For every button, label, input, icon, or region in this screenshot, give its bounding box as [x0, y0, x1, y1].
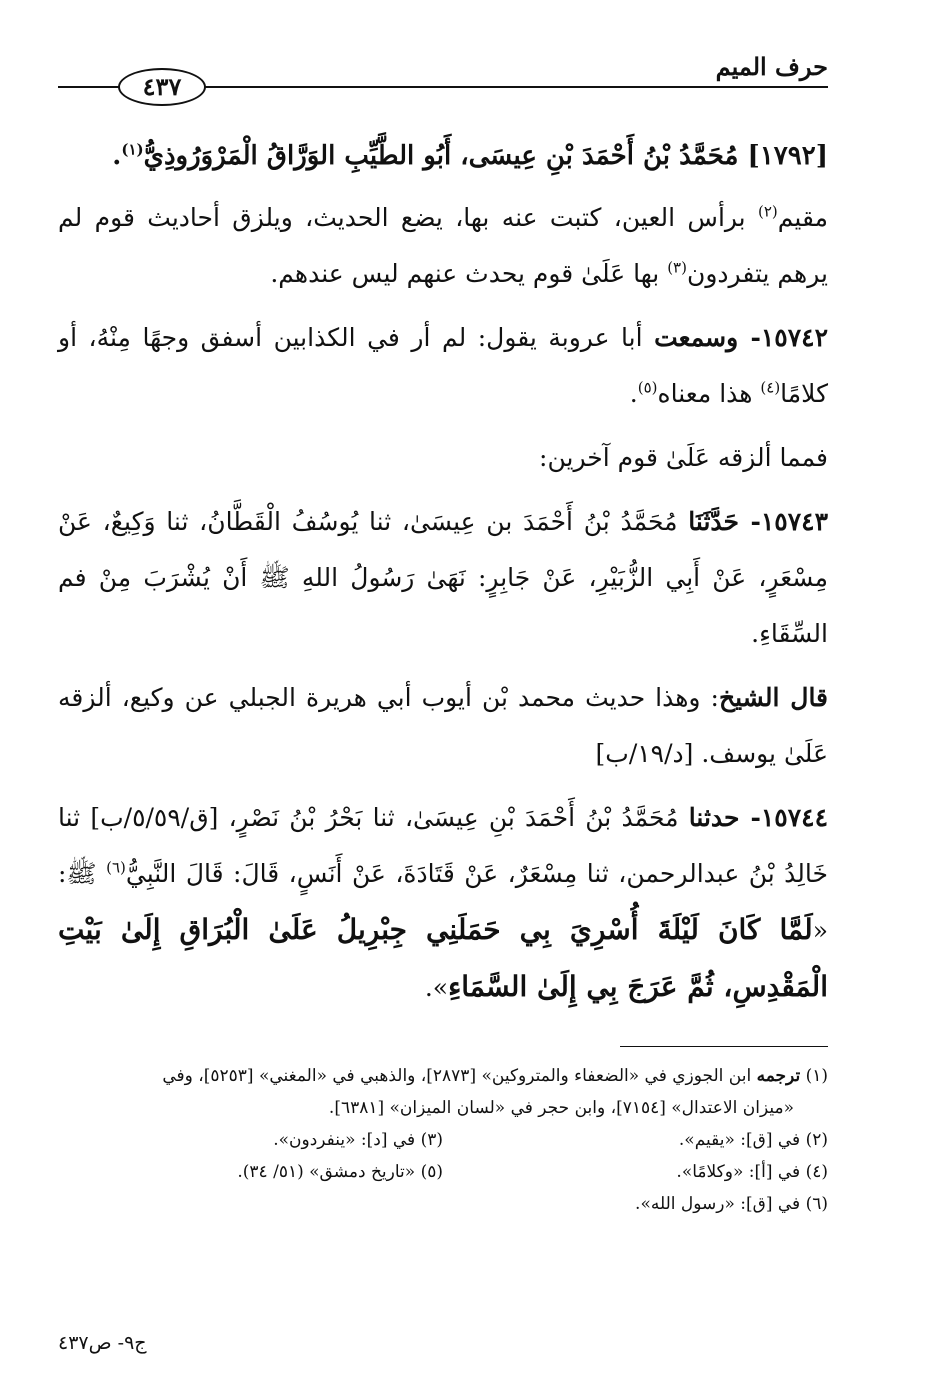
narration-number: ١٥٧٤٣-	[738, 507, 828, 536]
footnote-ref: (٣)	[667, 258, 687, 277]
text-run: بها عَلَىٰ قوم يحدث عنهم ليس عندهم.	[270, 259, 668, 288]
narration-lead: حدثنا	[688, 803, 740, 832]
page-number-badge: ٤٣٧	[118, 68, 206, 106]
footnote-text: «ميزان الاعتدال» [٧١٥٤]، وابن حجر في «لسان الميزان» [٦٣٨١].	[328, 1098, 794, 1118]
page-header	[58, 48, 828, 108]
main-text	[58, 128, 828, 1024]
footnote-ref: (١)	[121, 140, 144, 159]
narration-number: ١٥٧٤٢-	[738, 323, 828, 352]
footnote-4: (٤) في [أ]: «وكلامًا».	[676, 1162, 828, 1182]
chapter-title: حرف الميم	[715, 52, 828, 81]
sheikh-comment	[58, 670, 828, 782]
footnote-ref: (٥)	[637, 378, 658, 397]
entry-title-text: [١٧٩٢] مُحَمَّدُ بْنُ أَحْمَدَ بْنِ عِيسَى، أَبُو الطَّيِّبِ الوَرَّاقُ الْمَرْوَرُوذِيُّ	[143, 141, 828, 171]
narration-number: ١٥٧٤٤-	[739, 803, 828, 832]
footnote-ref: (٢)	[757, 202, 778, 221]
text-run: أبا عروبة يقول: لم أر في الكذابين أسفق وجهًا مِنْهُ، أو كلامًا	[58, 323, 828, 408]
footnote-1	[58, 1060, 828, 1092]
hadith-text: لَمَّا كَانَ لَيْلَةَ أُسْرِيَ بِي حَمَلَنِي جِبْرِيلُ عَلَىٰ الْبُرَاقِ إِلَىٰ بَيْتِ الْمَقْدِسِ، ثُمَّ عَرَجَ بِي إِلَىٰ السَّمَاءِ	[58, 913, 828, 1003]
footnote-5: (٥) «تاريخ دمشق» (٥١/ ٣٤).	[237, 1162, 443, 1182]
footnote-number: (١)	[800, 1066, 828, 1086]
text-run: ».	[424, 973, 449, 1002]
text-run: مقيم	[777, 203, 828, 232]
narration-15744	[58, 790, 828, 1016]
footnote-text: ابن الجوزي في «الضعفاء والمتروكين» [٢٨٧٣]، والذهبي في «المغني» [٥٢٥٣]، وفي	[162, 1066, 757, 1086]
text-run: : وهذا حديث محمد بْن أيوب أبي هريرة الجبلي عن وكيع، ألزقه عَلَىٰ يوسف. [د/١٩/ب]	[58, 683, 828, 768]
footnote-rule	[620, 1046, 828, 1047]
footnote-ref: (٦)	[106, 858, 126, 877]
narration-lead: وسمعت	[654, 323, 739, 352]
narration-lead: حَدَّثَنَا	[688, 507, 739, 536]
transition-line: فمما ألزقه عَلَىٰ قوم آخرين:	[539, 443, 828, 472]
footnote-lead: ترجمه	[756, 1066, 801, 1086]
footnote-row	[58, 1156, 828, 1188]
text-run: هذا معناه	[657, 379, 761, 408]
footnote-2: (٢) في [ق]: «يقيم».	[678, 1130, 828, 1150]
footnote-6: (٦) في [ق]: «رسول الله».	[635, 1194, 828, 1214]
narration-15742	[58, 310, 828, 422]
footnote-row	[58, 1188, 828, 1220]
biography-paragraph	[58, 190, 828, 302]
text-run: ﷺ: «	[58, 859, 828, 945]
footnote-1-continued	[58, 1092, 828, 1124]
text-run: مُحَمَّدُ بْنُ أَحْمَدَ بن عِيسَىٰ، ثنا يُوسُفُ الْقَطَّانُ، ثنا وَكِيعٌ، عَنْ مِسْعَرٍ، عَنْ أَبِي الزُّبَيْرِ، عَنْ جَابِرٍ: نَهَىٰ رَسُولُ اللهِ ﷺ أَنْ يُشْرَبَ مِنْ فم السِّقَاءِ.	[58, 507, 828, 648]
entry-title	[58, 128, 828, 184]
text-run: مُحَمَّدُ بْنُ أَحْمَدَ بْنِ عِيسَىٰ، ثنا بَحْرُ بْنُ نَصْرٍ، [ق/٥/٥٩/ب] ثنا خَالِدُ بْنُ عبدالرحمن، ثنا مِسْعَرٌ، عَنْ قَتَادَةَ، عَنْ أَنَسٍ، قَالَ: قَالَ النَّبِيُّ	[58, 803, 828, 888]
footnote-3: (٣) في [د]: «ينفردون».	[273, 1130, 443, 1150]
footnotes	[58, 1060, 828, 1220]
entry-title-end: .	[112, 141, 122, 171]
footnote-row	[58, 1124, 828, 1156]
page-footer: ج٩- ص٤٣٧	[58, 1332, 147, 1354]
text-run: .	[629, 379, 638, 408]
narration-15743	[58, 494, 828, 662]
footnote-ref: (٤)	[760, 378, 781, 397]
text-run: برأس العين، كتبت عنه بها، يضع الحديث، ويلزق أحاديث قوم لم يرهم يتفردون	[58, 203, 828, 288]
sheikh-lead: قال الشيخ	[718, 683, 829, 712]
